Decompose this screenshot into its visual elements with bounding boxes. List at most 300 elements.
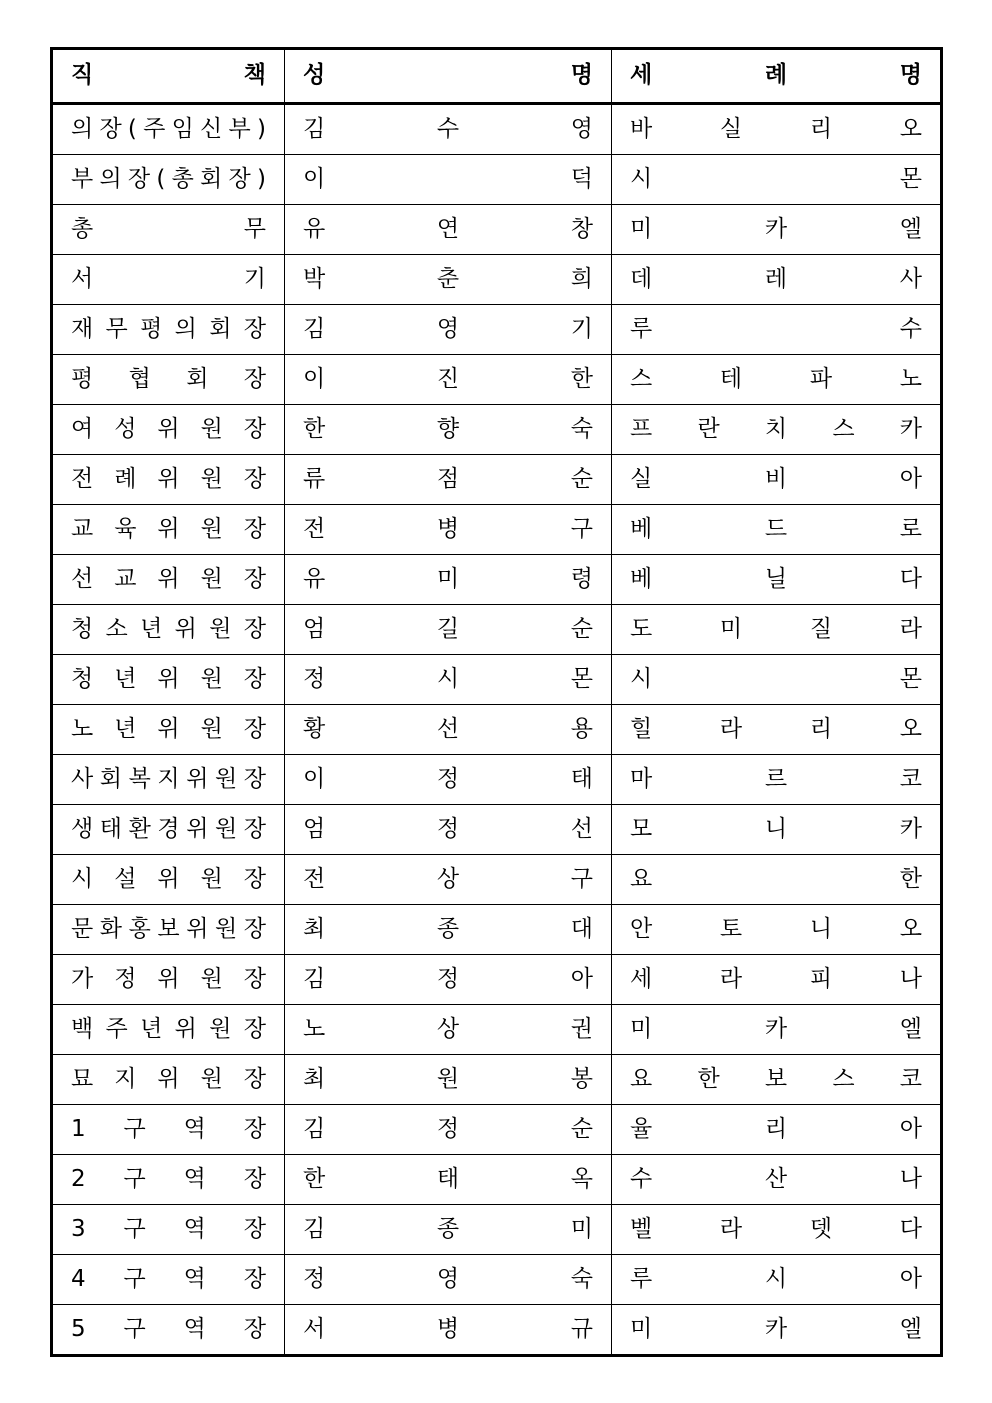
glyph: 베 — [630, 565, 653, 592]
glyph: 주 — [143, 115, 166, 142]
table-row — [52, 355, 942, 405]
cell-name — [285, 1005, 612, 1055]
glyph: 책 — [243, 62, 266, 89]
cell-name — [285, 505, 612, 555]
cell-name — [285, 555, 612, 605]
glyph: 청 — [71, 615, 94, 642]
table-row — [52, 155, 942, 205]
glyph: 닐 — [764, 565, 788, 592]
glyph: 순 — [570, 615, 593, 642]
table-row — [52, 705, 942, 755]
cell-text — [71, 317, 266, 342]
glyph: 영 — [570, 115, 593, 142]
cell-post — [52, 1105, 285, 1155]
glyph: 테 — [719, 365, 743, 392]
glyph: 나 — [899, 1165, 922, 1192]
cell-baptism — [612, 405, 942, 455]
glyph: 데 — [630, 265, 653, 292]
glyph: 회 — [200, 165, 223, 192]
cell-name — [285, 905, 612, 955]
cell-text — [630, 417, 922, 442]
glyph: 뎃 — [809, 1215, 833, 1242]
cell-post — [52, 1055, 285, 1105]
glyph: 미 — [630, 1015, 653, 1042]
glyph: 소 — [105, 615, 128, 642]
table-row — [52, 905, 942, 955]
glyph: 무 — [105, 315, 128, 342]
table-row — [52, 1105, 942, 1155]
cell-text — [303, 717, 593, 742]
glyph: 위 — [157, 965, 180, 992]
table-row — [52, 1305, 942, 1356]
glyph: 정 — [303, 665, 326, 692]
glyph: 정 — [436, 815, 460, 842]
glyph: 산 — [764, 1165, 788, 1192]
cell-text — [71, 1067, 266, 1092]
glyph: 김 — [303, 315, 326, 342]
cell-baptism — [612, 855, 942, 905]
cell-text — [303, 117, 593, 142]
glyph: 김 — [303, 1115, 326, 1142]
glyph: 파 — [809, 365, 833, 392]
cell-text — [303, 517, 593, 542]
cell-post — [52, 555, 285, 605]
cell-name — [285, 305, 612, 355]
cell-name — [285, 805, 612, 855]
cell-name — [285, 1105, 612, 1155]
glyph: 질 — [809, 615, 833, 642]
table-header — [52, 49, 942, 104]
glyph: 라 — [719, 1215, 743, 1242]
glyph: 원 — [200, 665, 223, 692]
glyph: 숙 — [570, 1265, 593, 1292]
glyph: 총 — [71, 215, 94, 242]
glyph: 역 — [183, 1115, 206, 1142]
glyph: 전 — [71, 465, 94, 492]
glyph: 임 — [171, 115, 194, 142]
glyph: 부 — [228, 115, 251, 142]
cell-post — [52, 205, 285, 255]
glyph: 엘 — [899, 1015, 922, 1042]
cell-text — [630, 717, 922, 742]
cell-name — [285, 1055, 612, 1105]
glyph: 희 — [570, 265, 593, 292]
glyph: 용 — [570, 715, 593, 742]
cell-name — [285, 455, 612, 505]
glyph: 위 — [186, 815, 209, 842]
table-row — [52, 855, 942, 905]
glyph: 전 — [303, 515, 326, 542]
table-row — [52, 755, 942, 805]
glyph: 바 — [630, 115, 653, 142]
glyph: 길 — [436, 615, 460, 642]
glyph: 구 — [123, 1115, 146, 1142]
glyph: 다 — [899, 1215, 922, 1242]
cell-text — [303, 1267, 593, 1292]
parish-roster-table — [50, 47, 943, 1357]
glyph: 카 — [764, 215, 788, 242]
cell-text — [630, 817, 922, 842]
table-row — [52, 1055, 942, 1105]
cell-text — [71, 417, 266, 442]
cell-text — [630, 1167, 922, 1192]
glyph: 환 — [128, 815, 151, 842]
cell-text — [630, 267, 922, 292]
cell-post — [52, 905, 285, 955]
glyph: 정 — [303, 1265, 326, 1292]
cell-text — [630, 467, 922, 492]
glyph: 의 — [99, 165, 122, 192]
glyph: 평 — [140, 315, 163, 342]
glyph: 루 — [630, 1265, 653, 1292]
cell-text — [71, 1217, 266, 1242]
cell-baptism — [612, 655, 942, 705]
cell-name — [285, 655, 612, 705]
glyph: 코 — [899, 765, 922, 792]
glyph: 평 — [71, 365, 94, 392]
glyph: 장 — [243, 815, 266, 842]
glyph: 역 — [183, 1315, 206, 1342]
glyph: 세 — [630, 62, 653, 89]
cell-text — [630, 667, 922, 692]
cell-baptism — [612, 755, 942, 805]
glyph: 서 — [303, 1315, 326, 1342]
cell-baptism — [612, 705, 942, 755]
glyph: 1 — [71, 1115, 86, 1142]
cell-post — [52, 455, 285, 505]
glyph: 나 — [899, 965, 922, 992]
glyph: 몬 — [899, 665, 922, 692]
table-row — [52, 1005, 942, 1055]
cell-baptism — [612, 1055, 942, 1105]
cell-name — [285, 205, 612, 255]
cell-name — [285, 955, 612, 1005]
glyph: 비 — [764, 465, 788, 492]
cell-text — [71, 517, 266, 542]
glyph: 종 — [436, 915, 460, 942]
cell-text — [303, 267, 593, 292]
glyph: 카 — [899, 415, 922, 442]
cell-text — [303, 1217, 593, 1242]
glyph: 위 — [157, 415, 180, 442]
cell-baptism — [612, 505, 942, 555]
cell-text — [303, 617, 593, 642]
table-header-row — [52, 49, 942, 104]
glyph: 몬 — [570, 665, 593, 692]
glyph: 종 — [436, 1215, 460, 1242]
glyph: 장 — [228, 165, 251, 192]
glyph: 엘 — [899, 1315, 922, 1342]
glyph: ) — [256, 165, 266, 192]
glyph: 유 — [303, 215, 326, 242]
glyph: 토 — [719, 915, 743, 942]
glyph: 년 — [140, 615, 163, 642]
glyph: 복 — [128, 765, 151, 792]
cell-post — [52, 605, 285, 655]
cell-baptism — [612, 1205, 942, 1255]
glyph: 시 — [630, 665, 653, 692]
glyph: 로 — [899, 515, 922, 542]
cell-baptism — [612, 805, 942, 855]
cell-text — [630, 317, 922, 342]
glyph: 위 — [174, 615, 197, 642]
glyph: 노 — [71, 715, 94, 742]
glyph: 원 — [214, 915, 238, 942]
table-row — [52, 455, 942, 505]
cell-text — [303, 767, 593, 792]
glyph: 도 — [630, 615, 653, 642]
cell-text — [71, 867, 266, 892]
glyph: 순 — [570, 465, 593, 492]
table-row — [52, 1255, 942, 1305]
cell-post — [52, 155, 285, 205]
glyph: 리 — [764, 1115, 788, 1142]
cell-text — [630, 917, 922, 942]
cell-text — [71, 1117, 266, 1142]
glyph: 위 — [157, 1065, 180, 1092]
glyph: 장 — [243, 565, 266, 592]
glyph: 시 — [71, 865, 94, 892]
cell-text — [303, 367, 593, 392]
glyph: 니 — [809, 915, 833, 942]
glyph: 권 — [570, 1015, 593, 1042]
table-row — [52, 205, 942, 255]
glyph: 무 — [243, 215, 266, 242]
glyph: 스 — [832, 415, 855, 442]
glyph: 장 — [243, 1315, 266, 1342]
glyph: 한 — [899, 865, 922, 892]
cell-text — [71, 667, 266, 692]
glyph: 직 — [71, 62, 94, 89]
column-header-baptism — [612, 49, 942, 104]
cell-post — [52, 405, 285, 455]
cell-name — [285, 355, 612, 405]
glyph: 의 — [174, 315, 197, 342]
glyph: 총 — [171, 165, 194, 192]
glyph: 김 — [303, 965, 326, 992]
cell-text — [630, 517, 922, 542]
glyph: 보 — [157, 915, 180, 942]
glyph: 지 — [114, 1065, 137, 1092]
cell-name — [285, 1305, 612, 1356]
glyph: 장 — [99, 115, 122, 142]
glyph: 선 — [71, 565, 94, 592]
cell-post — [52, 355, 285, 405]
glyph: 장 — [243, 665, 266, 692]
cell-text — [303, 317, 593, 342]
glyph: 장 — [243, 915, 266, 942]
cell-name — [285, 1255, 612, 1305]
cell-baptism — [612, 355, 942, 405]
cell-post — [52, 1005, 285, 1055]
glyph: 아 — [570, 965, 593, 992]
cell-text — [71, 917, 266, 942]
glyph: 장 — [243, 615, 266, 642]
cell-name — [285, 855, 612, 905]
glyph: 영 — [436, 1265, 460, 1292]
glyph: 창 — [570, 215, 593, 242]
glyph: 다 — [899, 565, 922, 592]
glyph: 명 — [899, 62, 922, 89]
glyph: 부 — [71, 165, 94, 192]
cell-post — [52, 104, 285, 155]
glyph: 회 — [209, 315, 232, 342]
table-row — [52, 305, 942, 355]
glyph: 지 — [157, 765, 180, 792]
glyph: 엘 — [899, 215, 922, 242]
glyph: 원 — [200, 415, 223, 442]
glyph: 미 — [570, 1215, 593, 1242]
cell-text — [630, 1267, 922, 1292]
glyph: 대 — [570, 915, 593, 942]
glyph: 덕 — [570, 165, 593, 192]
glyph: 장 — [243, 1115, 266, 1142]
cell-text — [71, 817, 266, 842]
glyph: 원 — [214, 815, 238, 842]
glyph: 라 — [719, 715, 743, 742]
glyph: 의 — [71, 115, 94, 142]
glyph: 선 — [570, 815, 593, 842]
cell-text — [71, 117, 266, 142]
glyph: 명 — [570, 62, 593, 89]
cell-name — [285, 755, 612, 805]
glyph: 선 — [436, 715, 460, 742]
glyph: 최 — [303, 1065, 326, 1092]
cell-baptism — [612, 104, 942, 155]
cell-baptism — [612, 155, 942, 205]
glyph: 위 — [157, 865, 180, 892]
glyph: 리 — [809, 115, 833, 142]
glyph: 신 — [200, 115, 223, 142]
glyph: 황 — [303, 715, 326, 742]
glyph: 옥 — [570, 1165, 593, 1192]
cell-text — [630, 167, 922, 192]
cell-text — [71, 1317, 266, 1342]
cell-text — [71, 217, 266, 242]
table-row — [52, 655, 942, 705]
cell-text — [303, 917, 593, 942]
glyph: 장 — [243, 1015, 266, 1042]
glyph: 실 — [630, 465, 653, 492]
glyph: 춘 — [436, 265, 460, 292]
glyph: 장 — [243, 1265, 266, 1292]
cell-baptism — [612, 905, 942, 955]
cell-post — [52, 1155, 285, 1205]
cell-post — [52, 255, 285, 305]
cell-post — [52, 805, 285, 855]
glyph: 미 — [630, 1315, 653, 1342]
cell-text — [303, 817, 593, 842]
glyph: 김 — [303, 1215, 326, 1242]
glyph: 5 — [71, 1315, 86, 1342]
glyph: 장 — [243, 865, 266, 892]
table-body — [52, 104, 942, 1356]
glyph: 향 — [436, 415, 460, 442]
glyph: 라 — [899, 615, 922, 642]
cell-text — [303, 217, 593, 242]
glyph: 이 — [303, 365, 326, 392]
cell-post — [52, 705, 285, 755]
cell-baptism — [612, 1305, 942, 1356]
cell-text — [71, 717, 266, 742]
glyph: 진 — [436, 365, 460, 392]
table-row — [52, 405, 942, 455]
glyph: 설 — [114, 865, 137, 892]
glyph: 미 — [719, 615, 743, 642]
cell-text — [71, 367, 266, 392]
glyph: 엄 — [303, 815, 326, 842]
cell-text — [71, 167, 266, 192]
glyph: 원 — [209, 615, 232, 642]
cell-text — [303, 567, 593, 592]
cell-name — [285, 104, 612, 155]
glyph: 년 — [114, 665, 137, 692]
glyph: 원 — [209, 1015, 232, 1042]
cell-text — [630, 1317, 922, 1342]
cell-baptism — [612, 305, 942, 355]
glyph: 위 — [157, 515, 180, 542]
cell-text — [71, 1267, 266, 1292]
glyph: 구 — [570, 515, 593, 542]
glyph: 상 — [436, 1015, 460, 1042]
glyph: 성 — [114, 415, 137, 442]
glyph: 장 — [243, 965, 266, 992]
glyph: 백 — [71, 1015, 94, 1042]
glyph: 4 — [71, 1265, 86, 1292]
glyph: 정 — [436, 1115, 460, 1142]
cell-text — [303, 1067, 593, 1092]
cell-text — [303, 467, 593, 492]
glyph: 시 — [764, 1265, 788, 1292]
cell-text — [630, 63, 922, 88]
glyph: 순 — [570, 1115, 593, 1142]
glyph: 정 — [436, 965, 460, 992]
glyph: 장 — [243, 365, 266, 392]
cell-text — [303, 167, 593, 192]
glyph: 회 — [99, 765, 123, 792]
glyph: 란 — [697, 415, 720, 442]
glyph: 엄 — [303, 615, 326, 642]
glyph: 실 — [719, 115, 743, 142]
glyph: 이 — [303, 165, 326, 192]
cell-text — [630, 617, 922, 642]
cell-name — [285, 705, 612, 755]
cell-text — [303, 867, 593, 892]
glyph: 시 — [436, 665, 460, 692]
glyph: 미 — [436, 565, 460, 592]
glyph: 원 — [200, 1065, 223, 1092]
glyph: 아 — [899, 465, 922, 492]
cell-baptism — [612, 1005, 942, 1055]
cell-text — [630, 367, 922, 392]
glyph: 박 — [303, 265, 326, 292]
cell-baptism — [612, 605, 942, 655]
glyph: 한 — [303, 1165, 326, 1192]
glyph: 레 — [764, 265, 788, 292]
glyph: 카 — [764, 1315, 788, 1342]
glyph: 사 — [71, 765, 94, 792]
glyph: 피 — [809, 965, 833, 992]
glyph: 태 — [436, 1165, 460, 1192]
cell-baptism — [612, 205, 942, 255]
glyph: 원 — [200, 465, 223, 492]
glyph: 홍 — [128, 915, 151, 942]
glyph: ( — [156, 165, 166, 192]
cell-name — [285, 255, 612, 305]
glyph: 구 — [123, 1165, 146, 1192]
glyph: 치 — [764, 415, 788, 442]
glyph: 위 — [157, 715, 180, 742]
